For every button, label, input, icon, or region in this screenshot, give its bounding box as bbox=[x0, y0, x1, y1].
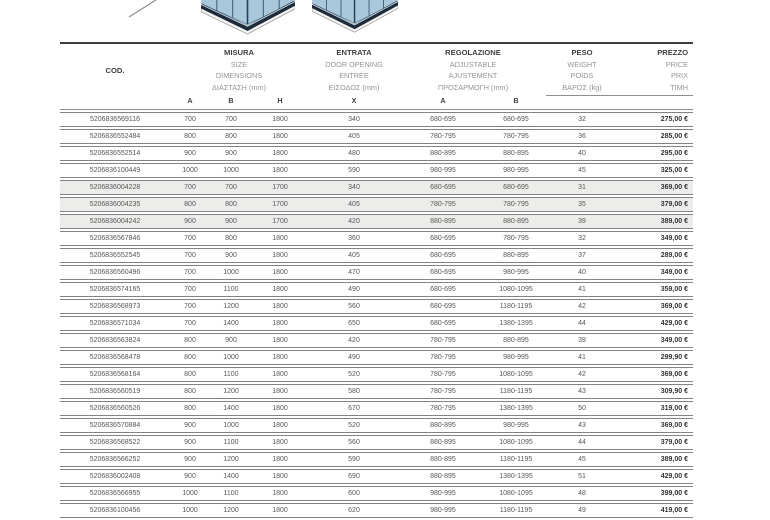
cell-size-b: 1000 bbox=[223, 354, 239, 361]
cell-adjust-b: 1080-1095 bbox=[499, 439, 533, 446]
cell-adjust-a: 780-795 bbox=[430, 133, 456, 140]
cell-weight: 36 bbox=[578, 133, 586, 140]
cell-cod: 5206836552484 bbox=[89, 133, 141, 140]
regolazione-line-it: REGOLAZIONE bbox=[445, 48, 501, 57]
cell-size-h: 1800 bbox=[272, 133, 288, 140]
cell-size-a: 900 bbox=[184, 439, 196, 446]
cell-size-a: 800 bbox=[184, 354, 196, 361]
cell-price: 349,00 € bbox=[660, 269, 688, 276]
column-header-prezzo bbox=[618, 47, 693, 93]
cell-size-a: 700 bbox=[184, 116, 196, 123]
cell-weight: 32 bbox=[578, 235, 586, 242]
cell-adjust-a: 980-995 bbox=[430, 167, 456, 174]
table-row bbox=[60, 401, 693, 416]
cell-size-b: 1200 bbox=[223, 456, 239, 463]
cell-price: 275,00 € bbox=[660, 116, 688, 123]
cell-cod: 5206836568478 bbox=[89, 354, 141, 361]
column-header-misura bbox=[170, 47, 308, 93]
table-row bbox=[60, 265, 693, 280]
cell-size-b: 900 bbox=[225, 337, 237, 344]
cell-size-a: 900 bbox=[184, 456, 196, 463]
cell-price: 399,00 € bbox=[660, 490, 688, 497]
cell-cod: 5206836100456 bbox=[89, 507, 141, 514]
cell-size-b: 1400 bbox=[223, 320, 239, 327]
cell-size-b: 1000 bbox=[223, 167, 239, 174]
cell-size-h: 1800 bbox=[272, 167, 288, 174]
cell-adjust-a: 780-795 bbox=[430, 201, 456, 208]
cell-size-h: 1800 bbox=[272, 252, 288, 259]
cell-adjust-a: 980-995 bbox=[430, 507, 456, 514]
cell-weight: 49 bbox=[578, 507, 586, 514]
cell-cod: 5206836569116 bbox=[89, 116, 141, 123]
cell-adjust-b: 780-795 bbox=[503, 133, 529, 140]
cell-size-b: 1200 bbox=[223, 507, 239, 514]
table-row bbox=[60, 112, 693, 127]
cell-size-a: 1000 bbox=[182, 507, 198, 514]
cell-size-h: 1800 bbox=[272, 490, 288, 497]
cell-adjust-b: 1380-1395 bbox=[499, 473, 533, 480]
table-row bbox=[60, 180, 693, 195]
cell-adjust-a: 880-895 bbox=[430, 218, 456, 225]
cell-entry-x: 590 bbox=[348, 167, 360, 174]
cell-entry-x: 560 bbox=[348, 303, 360, 310]
cell-size-h: 1800 bbox=[272, 422, 288, 429]
regolazione-line-en: ADJUSTABLE bbox=[449, 59, 497, 69]
cell-adjust-b: 680-695 bbox=[503, 116, 529, 123]
cell-size-b: 700 bbox=[225, 116, 237, 123]
cell-size-h: 1800 bbox=[272, 269, 288, 276]
cell-size-a: 800 bbox=[184, 337, 196, 344]
prezzo-line-fr: PRIX bbox=[670, 71, 688, 80]
cell-size-h: 1800 bbox=[272, 456, 288, 463]
cell-entry-x: 405 bbox=[348, 201, 360, 208]
cell-entry-x: 340 bbox=[348, 184, 360, 191]
cell-price: 429,00 € bbox=[660, 320, 688, 327]
cell-adjust-a: 780-795 bbox=[430, 354, 456, 361]
cell-price: 285,00 € bbox=[660, 133, 688, 140]
cell-price: 319,00 € bbox=[660, 405, 688, 412]
cell-adjust-a: 880-895 bbox=[430, 422, 456, 429]
dimension-line bbox=[126, 0, 158, 19]
cell-cod: 5206836568522 bbox=[89, 439, 141, 446]
cell-size-b: 800 bbox=[225, 235, 237, 242]
cell-size-a: 800 bbox=[184, 133, 196, 140]
cell-weight: 43 bbox=[578, 422, 586, 429]
cell-size-a: 800 bbox=[184, 201, 196, 208]
cell-price: 369,00 € bbox=[660, 184, 688, 191]
cell-cod: 5206836552545 bbox=[89, 252, 141, 259]
cell-size-b: 1100 bbox=[223, 490, 239, 497]
cell-price: 419,00 € bbox=[660, 507, 688, 514]
cell-entry-x: 520 bbox=[348, 371, 360, 378]
cell-entry-x: 470 bbox=[348, 269, 360, 276]
table-row bbox=[60, 350, 693, 365]
entrata-line-fr: ENTRÉE bbox=[339, 71, 369, 80]
cell-adjust-a: 680-695 bbox=[430, 303, 456, 310]
cell-size-a: 900 bbox=[184, 473, 196, 480]
misura-line-it: MISURA bbox=[224, 48, 254, 57]
cell-cod: 5206836566252 bbox=[89, 456, 141, 463]
cell-entry-x: 420 bbox=[348, 218, 360, 225]
table-row bbox=[60, 435, 693, 450]
cell-size-b: 800 bbox=[225, 133, 237, 140]
table-row bbox=[60, 197, 693, 212]
cell-entry-x: 670 bbox=[348, 405, 360, 412]
cell-adjust-a: 680-695 bbox=[430, 286, 456, 293]
sub-header-row bbox=[60, 95, 693, 107]
cell-adjust-b: 1180-1195 bbox=[499, 388, 533, 395]
cell-entry-x: 520 bbox=[348, 422, 360, 429]
table-body bbox=[60, 112, 693, 518]
cell-adjust-a: 880-895 bbox=[430, 439, 456, 446]
column-header-entrata bbox=[308, 47, 400, 93]
cell-size-a: 900 bbox=[184, 422, 196, 429]
cell-weight: 50 bbox=[578, 405, 586, 412]
misura-line-fr: DIMENSIONS bbox=[215, 71, 263, 80]
column-header-regolazione bbox=[400, 47, 546, 93]
cell-price: 289,00 € bbox=[660, 252, 688, 259]
cell-size-a: 700 bbox=[184, 252, 196, 259]
cell-adjust-b: 980-995 bbox=[503, 354, 529, 361]
cell-size-h: 1800 bbox=[272, 337, 288, 344]
cell-adjust-b: 880-895 bbox=[503, 337, 529, 344]
cell-adjust-a: 980-995 bbox=[430, 490, 456, 497]
cell-size-b: 800 bbox=[225, 201, 237, 208]
cell-size-h: 1800 bbox=[272, 303, 288, 310]
cell-adjust-a: 780-795 bbox=[430, 388, 456, 395]
column-header-cod bbox=[60, 47, 170, 93]
cell-size-h: 1800 bbox=[272, 320, 288, 327]
cell-adjust-a: 680-695 bbox=[430, 184, 456, 191]
cell-size-b: 1100 bbox=[223, 371, 239, 378]
subcol-misura-b: B bbox=[228, 96, 234, 105]
cell-cod: 5206836552514 bbox=[89, 150, 141, 157]
cell-adjust-b: 880-895 bbox=[503, 150, 529, 157]
cell-size-h: 1700 bbox=[272, 201, 288, 208]
cell-entry-x: 620 bbox=[348, 507, 360, 514]
table-row bbox=[60, 367, 693, 382]
cell-size-a: 900 bbox=[184, 218, 196, 225]
cell-adjust-b: 1080-1095 bbox=[499, 490, 533, 497]
cell-price: 429,00 € bbox=[660, 473, 688, 480]
cell-adjust-b: 880-895 bbox=[503, 218, 529, 225]
cell-weight: 43 bbox=[578, 388, 586, 395]
table-row bbox=[60, 231, 693, 246]
cell-size-a: 1000 bbox=[182, 490, 198, 497]
cell-cod: 5206836571034 bbox=[89, 320, 141, 327]
cell-cod: 5206836568973 bbox=[89, 303, 141, 310]
cell-entry-x: 600 bbox=[348, 490, 360, 497]
cell-weight: 45 bbox=[578, 167, 586, 174]
cell-weight: 42 bbox=[578, 303, 586, 310]
cell-entry-x: 690 bbox=[348, 473, 360, 480]
cell-size-a: 700 bbox=[184, 184, 196, 191]
cell-adjust-b: 1080-1095 bbox=[499, 371, 533, 378]
cell-size-b: 1200 bbox=[223, 303, 239, 310]
cell-size-a: 900 bbox=[184, 150, 196, 157]
regolazione-line-fr: AJUSTEMENT bbox=[448, 71, 498, 80]
cell-weight: 37 bbox=[578, 252, 586, 259]
cell-weight: 31 bbox=[578, 184, 586, 191]
cell-weight: 42 bbox=[578, 371, 586, 378]
cell-weight: 40 bbox=[578, 150, 586, 157]
cell-size-b: 900 bbox=[225, 252, 237, 259]
table-row bbox=[60, 214, 693, 229]
cell-size-h: 1800 bbox=[272, 507, 288, 514]
cell-cod: 5206836002408 bbox=[89, 473, 141, 480]
cell-size-h: 1800 bbox=[272, 388, 288, 395]
cell-price: 325,00 € bbox=[660, 167, 688, 174]
cell-price: 369,00 € bbox=[660, 371, 688, 378]
cell-weight: 44 bbox=[578, 320, 586, 327]
peso-line-it: PESO bbox=[571, 48, 593, 57]
cell-cod: 5206836567846 bbox=[89, 235, 141, 242]
cell-size-a: 700 bbox=[184, 235, 196, 242]
cell-price: 389,00 € bbox=[660, 218, 688, 225]
cell-adjust-a: 680-695 bbox=[430, 320, 456, 327]
cell-cod: 5206836004242 bbox=[89, 218, 141, 225]
prezzo-line-en: PRICE bbox=[665, 59, 688, 69]
prezzo-line-gr: ΤΙΜΗ bbox=[670, 82, 688, 92]
table-row bbox=[60, 316, 693, 331]
cell-price: 299,90 € bbox=[660, 354, 688, 361]
cell-size-h: 1800 bbox=[272, 405, 288, 412]
cell-size-b: 900 bbox=[225, 150, 237, 157]
cell-size-b: 1400 bbox=[223, 473, 239, 480]
cell-entry-x: 580 bbox=[348, 388, 360, 395]
cod-header-label: COD. bbox=[105, 65, 125, 75]
cell-entry-x: 490 bbox=[348, 354, 360, 361]
cell-price: 309,90 € bbox=[660, 388, 688, 395]
cell-entry-x: 340 bbox=[348, 116, 360, 123]
cell-size-a: 800 bbox=[184, 371, 196, 378]
subcol-entrata-x: X bbox=[351, 96, 357, 105]
cell-adjust-b: 1180-1195 bbox=[499, 456, 533, 463]
cell-size-h: 1700 bbox=[272, 184, 288, 191]
entrata-line-en: DOOR OPENING bbox=[325, 59, 383, 69]
cell-adjust-b: 780-795 bbox=[503, 235, 529, 242]
cell-weight: 45 bbox=[578, 456, 586, 463]
cell-size-h: 1700 bbox=[272, 218, 288, 225]
cell-weight: 41 bbox=[578, 354, 586, 361]
cell-adjust-a: 680-695 bbox=[430, 116, 456, 123]
table-row bbox=[60, 384, 693, 399]
cell-entry-x: 405 bbox=[348, 252, 360, 259]
table-row bbox=[60, 299, 693, 314]
cell-size-b: 1400 bbox=[223, 405, 239, 412]
cell-weight: 41 bbox=[578, 286, 586, 293]
table-row bbox=[60, 146, 693, 161]
table-row bbox=[60, 129, 693, 144]
cell-adjust-b: 680-695 bbox=[503, 184, 529, 191]
cell-size-h: 1800 bbox=[272, 439, 288, 446]
cell-adjust-b: 1380-1395 bbox=[499, 405, 533, 412]
cell-size-b: 1200 bbox=[223, 388, 239, 395]
cell-size-b: 1000 bbox=[223, 422, 239, 429]
table-row bbox=[60, 248, 693, 263]
table-row bbox=[60, 503, 693, 518]
price-table bbox=[60, 42, 693, 518]
entrata-line-it: ENTRATA bbox=[336, 48, 372, 57]
cell-weight: 39 bbox=[578, 337, 586, 344]
cell-adjust-a: 780-795 bbox=[430, 337, 456, 344]
cell-size-a: 800 bbox=[184, 388, 196, 395]
cell-size-b: 700 bbox=[225, 184, 237, 191]
subcol-misura-h: H bbox=[277, 96, 283, 105]
cell-adjust-a: 880-895 bbox=[430, 150, 456, 157]
cell-price: 379,00 € bbox=[660, 439, 688, 446]
cell-size-h: 1800 bbox=[272, 473, 288, 480]
cell-size-a: 700 bbox=[184, 286, 196, 293]
cell-size-a: 700 bbox=[184, 303, 196, 310]
cell-price: 369,00 € bbox=[660, 303, 688, 310]
regolazione-line-gr: ΠΡΟΣΑΡΜΟΓΗ (mm) bbox=[437, 82, 509, 92]
cell-cod: 5206836574165 bbox=[89, 286, 141, 293]
shower-cabin-drawing-2 bbox=[312, 0, 398, 35]
cell-price: 295,00 € bbox=[660, 150, 688, 157]
table-row bbox=[60, 163, 693, 178]
cell-weight: 51 bbox=[578, 473, 586, 480]
cell-adjust-b: 880-895 bbox=[503, 252, 529, 259]
cell-entry-x: 420 bbox=[348, 337, 360, 344]
cell-adjust-a: 880-895 bbox=[430, 456, 456, 463]
cell-entry-x: 590 bbox=[348, 456, 360, 463]
cell-adjust-b: 1180-1195 bbox=[499, 303, 533, 310]
cell-cod: 5206836560496 bbox=[89, 269, 141, 276]
cell-size-h: 1800 bbox=[272, 150, 288, 157]
cell-size-h: 1800 bbox=[272, 371, 288, 378]
cell-weight: 44 bbox=[578, 439, 586, 446]
cell-size-h: 1800 bbox=[272, 354, 288, 361]
cell-size-a: 1000 bbox=[182, 167, 198, 174]
shower-cabin-drawing-1 bbox=[201, 0, 295, 37]
cell-adjust-a: 880-895 bbox=[430, 473, 456, 480]
cell-weight: 32 bbox=[578, 116, 586, 123]
table-row bbox=[60, 333, 693, 348]
cell-weight: 35 bbox=[578, 201, 586, 208]
cell-adjust-a: 680-695 bbox=[430, 235, 456, 242]
cell-cod: 5206836100449 bbox=[89, 167, 141, 174]
peso-line-en: WEIGHT bbox=[567, 59, 597, 69]
product-illustrations bbox=[0, 0, 770, 40]
cell-adjust-a: 780-795 bbox=[430, 371, 456, 378]
table-row bbox=[60, 418, 693, 433]
subcol-regolazione-a: A bbox=[440, 96, 446, 105]
peso-prezzo-header-rule bbox=[546, 95, 693, 96]
subcol-misura-a: A bbox=[187, 96, 193, 105]
cell-entry-x: 560 bbox=[348, 439, 360, 446]
cell-weight: 48 bbox=[578, 490, 586, 497]
peso-line-fr: POIDS bbox=[570, 71, 594, 80]
cell-cod: 5206836566955 bbox=[89, 490, 141, 497]
cell-cod: 5206836004228 bbox=[89, 184, 141, 191]
cell-entry-x: 405 bbox=[348, 133, 360, 140]
cell-size-b: 900 bbox=[225, 218, 237, 225]
cell-adjust-b: 980-995 bbox=[503, 269, 529, 276]
cell-entry-x: 490 bbox=[348, 286, 360, 293]
cell-entry-x: 360 bbox=[348, 235, 360, 242]
cell-size-b: 1100 bbox=[223, 439, 239, 446]
subcol-regolazione-b: B bbox=[513, 96, 519, 105]
peso-line-gr: ΒΑΡΟΣ (kg) bbox=[562, 82, 602, 92]
misura-line-en: SIZE bbox=[230, 59, 248, 69]
table-row bbox=[60, 486, 693, 501]
cell-adjust-b: 780-795 bbox=[503, 201, 529, 208]
table-row bbox=[60, 282, 693, 297]
cell-size-b: 1100 bbox=[223, 286, 239, 293]
cell-adjust-b: 980-995 bbox=[503, 422, 529, 429]
cell-adjust-a: 680-695 bbox=[430, 269, 456, 276]
column-header-peso bbox=[546, 47, 618, 93]
cell-cod: 5206836004235 bbox=[89, 201, 141, 208]
cell-cod: 5206836563824 bbox=[89, 337, 141, 344]
cell-price: 349,00 € bbox=[660, 235, 688, 242]
cell-adjust-b: 1380-1395 bbox=[499, 320, 533, 327]
table-header bbox=[60, 42, 693, 110]
misura-line-gr: ΔΙΑΣΤΑΣΗ (mm) bbox=[212, 82, 266, 92]
cell-entry-x: 480 bbox=[348, 150, 360, 157]
cell-price: 349,00 € bbox=[660, 337, 688, 344]
cell-size-b: 1000 bbox=[223, 269, 239, 276]
cell-size-h: 1800 bbox=[272, 116, 288, 123]
cell-price: 359,00 € bbox=[660, 286, 688, 293]
cell-adjust-b: 1080-1095 bbox=[499, 286, 533, 293]
cell-size-a: 700 bbox=[184, 320, 196, 327]
cell-adjust-a: 680-695 bbox=[430, 252, 456, 259]
cell-adjust-b: 980-995 bbox=[503, 167, 529, 174]
cell-size-h: 1800 bbox=[272, 286, 288, 293]
cell-weight: 39 bbox=[578, 218, 586, 225]
table-row bbox=[60, 452, 693, 467]
cell-price: 369,00 € bbox=[660, 422, 688, 429]
cell-cod: 5206836568164 bbox=[89, 371, 141, 378]
cell-adjust-b: 1180-1195 bbox=[499, 507, 533, 514]
table-row bbox=[60, 469, 693, 484]
cell-cod: 5206836560526 bbox=[89, 405, 141, 412]
prezzo-line-it: PREZZO bbox=[657, 48, 688, 57]
cell-cod: 5206836560519 bbox=[89, 388, 141, 395]
cell-adjust-a: 780-795 bbox=[430, 405, 456, 412]
cell-weight: 40 bbox=[578, 269, 586, 276]
cell-size-a: 700 bbox=[184, 269, 196, 276]
entrata-line-gr: ΕΙΣΟΔΟΣ (mm) bbox=[328, 82, 380, 92]
cell-price: 389,00 € bbox=[660, 456, 688, 463]
cell-price: 379,00 € bbox=[660, 201, 688, 208]
cell-entry-x: 650 bbox=[348, 320, 360, 327]
cell-cod: 5206836570884 bbox=[89, 422, 141, 429]
cell-size-h: 1800 bbox=[272, 235, 288, 242]
cell-size-a: 800 bbox=[184, 405, 196, 412]
